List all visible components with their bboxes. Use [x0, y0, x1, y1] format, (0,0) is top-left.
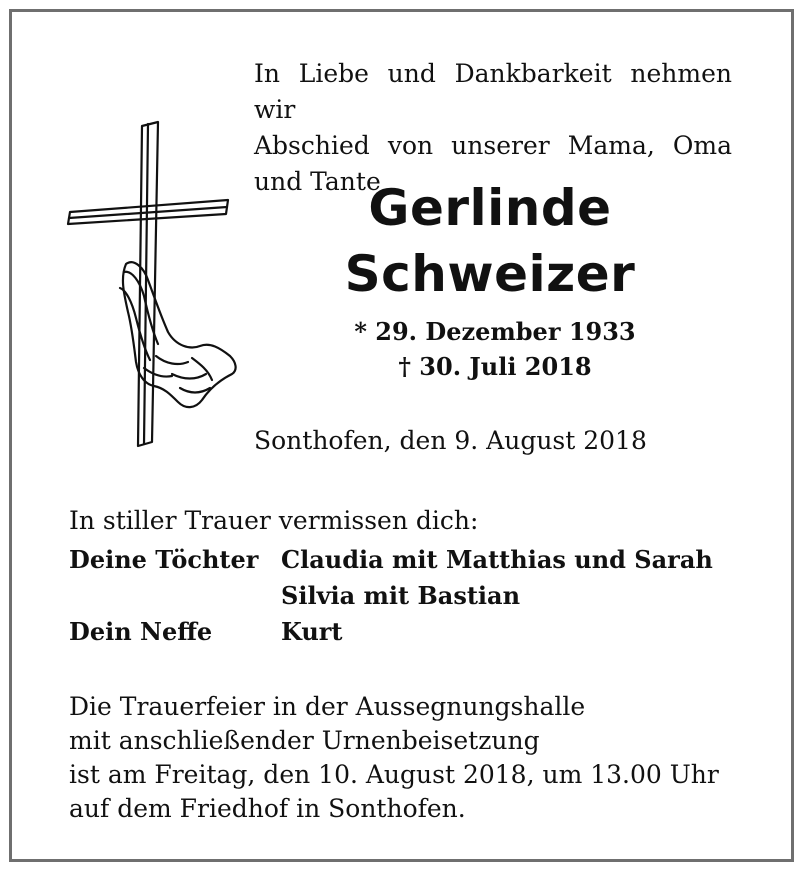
intro-line: Abschied von unserer Mama, Oma: [254, 131, 732, 160]
intro-line: In Liebe und Dankbarkeit nehmen wir: [254, 59, 732, 124]
mourner-name: Silvia mit Bastian: [281, 581, 521, 610]
mourners-heading: In stiller Trauer vermissen dich:: [69, 506, 479, 535]
ceremony-info: [69, 690, 719, 826]
birth-date: * 29. Dezember 1933: [354, 317, 636, 346]
deceased-last-name: Schweizer: [344, 245, 636, 303]
death-date: † 30. Juli 2018: [398, 352, 592, 381]
ceremony-line: Die Trauerfeier in der Aussegnungshalle: [69, 692, 586, 721]
ceremony-line: mit anschließender Urnenbeisetzung: [69, 726, 540, 755]
mourner-name: Kurt: [281, 617, 343, 646]
mourner-group: [69, 614, 721, 650]
intro-line: und Tante: [254, 167, 381, 196]
deceased-first-name: Gerlinde: [368, 179, 612, 237]
ceremony-line: ist am Freitag, den 10. August 2018, um 13.00 Uhr: [69, 760, 719, 789]
cross-with-praying-hands-icon: [60, 118, 250, 458]
mourner-relation: Dein Neffe: [69, 617, 213, 646]
mourner-group: [69, 542, 721, 610]
ceremony-line: auf dem Friedhof in Sonthofen.: [69, 794, 466, 823]
place-and-date: Sonthofen, den 9. August 2018: [254, 426, 647, 455]
mourner-relation: Deine Töchter: [69, 545, 259, 574]
mourner-name: Claudia mit Matthias und Sarah: [281, 545, 713, 574]
mourners-list: [69, 542, 721, 650]
